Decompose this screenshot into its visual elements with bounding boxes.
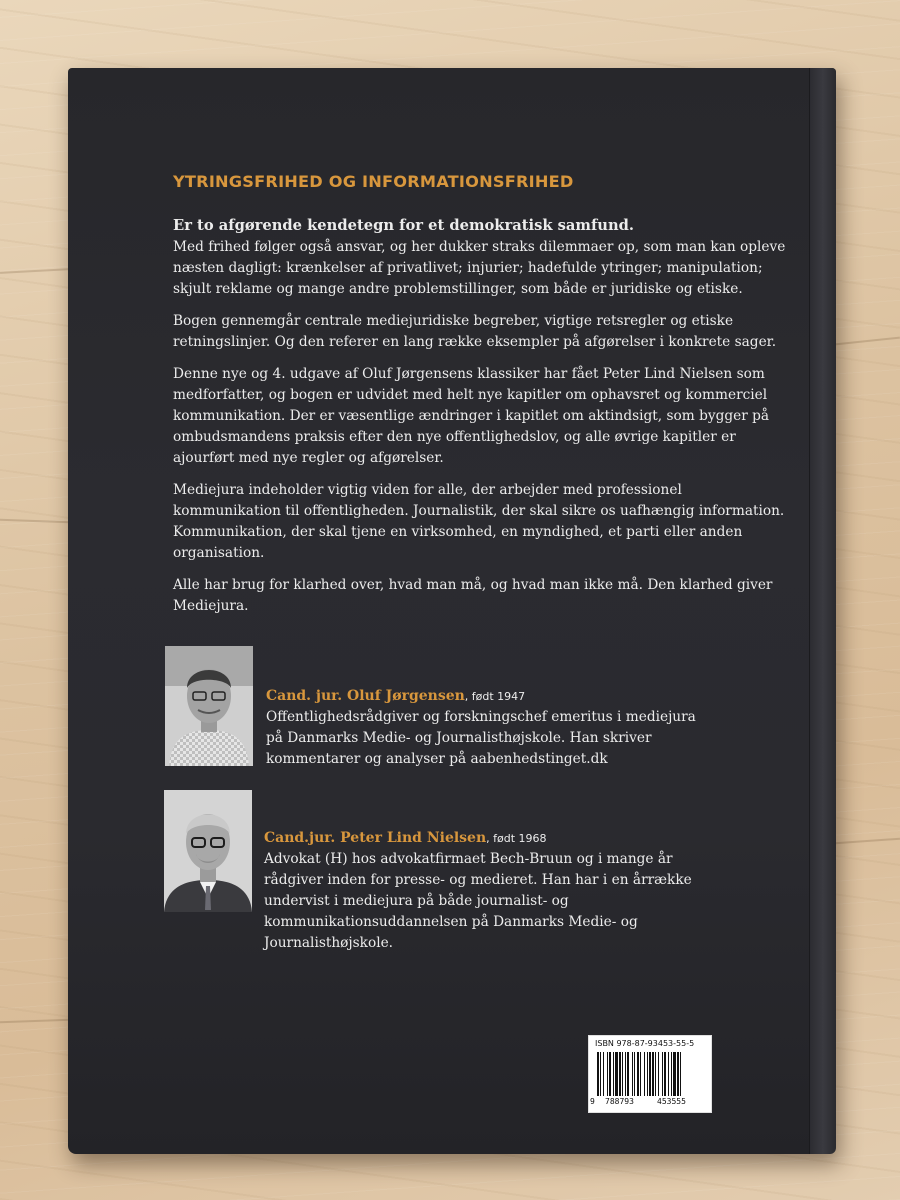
author-born: , født 1968 (486, 832, 547, 845)
blurb-paragraph: Bogen gennemgår centrale mediejuridiske begreber, vigtige retsregler og etiske retningslinjer. Og den referer en lang række eksempler på afgørelser i konkrete sager. (173, 313, 777, 350)
author-peter (264, 828, 719, 954)
floor-seam (835, 337, 900, 346)
book-back-cover (68, 68, 836, 1154)
cover-blurb (173, 215, 793, 628)
floor-seam (0, 268, 70, 274)
blurb-lead: Er to afgørende kendetegn for et demokratisk samfund. (173, 217, 635, 234)
barcode-digits-right: 453555 (657, 1097, 686, 1106)
portrait-icon (164, 790, 252, 912)
cover-edge (809, 68, 836, 1154)
floor-seam (0, 519, 70, 523)
floor-seam (0, 1019, 70, 1023)
cover-headline: YTRINGSFRIHED OG INFORMATIONSFRIHED (173, 172, 574, 191)
author-photo-peter (164, 790, 252, 912)
blurb-paragraph: Denne nye og 4. udgave af Oluf Jørgensens klassiker har fået Peter Lind Nielsen som medforfatter, og bogen er udvidet med helt nye kapitler om ophavsret og kommerciel kommunikation. Der er væsentlige ændringer i kapitlet om aktindsigt, som bygger på ombudsmandens praksis efter den nye offentlighedslov, og alle øvrige kapitler er ajourført med nye regler og afgørelser. (173, 366, 770, 466)
isbn-barcode (588, 1035, 712, 1113)
floor-seam (835, 838, 900, 845)
author-oluf (266, 686, 706, 770)
author-bio: Advokat (H) hos advokatfirmaet Bech-Bruun og i mange år rådgiver inden for presse- og medieret. Han har i en årrække undervist i mediejura på både journalist- og kommunikationsuddannelsen på Danmarks Medie- og Journalisthøjskole. (264, 851, 692, 951)
author-name: Cand. jur. Oluf Jørgensen (266, 688, 465, 704)
blurb-paragraph: Mediejura indeholder vigtig viden for alle, der arbejder med professionel kommunikation til offentligheden. Journalistik, der skal sikre os uafhængig information. Kommunikation, der skal tjene en virksomhed, en myndighed, et parti eller anden organisation. (173, 482, 785, 561)
blurb-paragraph: Alle har brug for klarhed over, hvad man må, og hvad man ikke må. Den klarhed giver Mediejura. (173, 577, 773, 614)
isbn-label: ISBN 978-87-93453-55-5 (595, 1039, 695, 1048)
author-photo-oluf (165, 646, 253, 766)
barcode-bars-icon (597, 1052, 705, 1096)
author-name: Cand.jur. Peter Lind Nielsen (264, 830, 487, 846)
barcode-digits-left: 788793 (605, 1097, 634, 1106)
portrait-icon (165, 646, 253, 766)
blurb-paragraph: Med frihed følger også ansvar, og her dukker straks dilemmaer op, som man kan opleve næsten dagligt: krænkelser af privatlivet; injurier; hadefulde ytringer; manipulation; skjult reklame og mange andre problemstillinger, som både er juridiske og etiske. (173, 239, 786, 297)
barcode-digit-first: 9 (590, 1097, 595, 1106)
author-born: , født 1947 (464, 690, 526, 703)
author-bio: Offentlighedsrådgiver og forskningschef emeritus i mediejura på Danmarks Medie- og Journalisthøjskole. Han skriver kommentarer og analyser på aabenhedstinget.dk (266, 709, 696, 767)
